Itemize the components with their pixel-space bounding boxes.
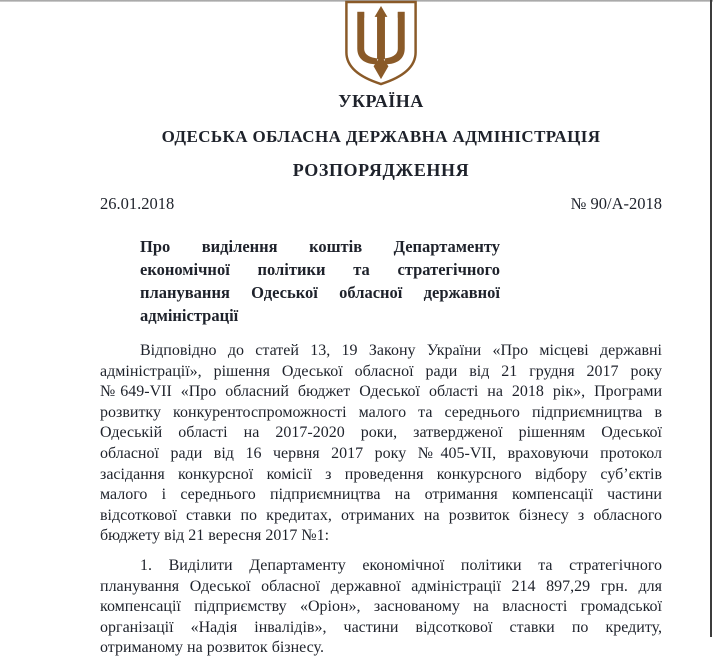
subject-line: адміністрації	[140, 306, 239, 325]
body-line: бюджету від 21 вересня 2017 №1:	[100, 527, 330, 545]
window-right-edge	[710, 0, 712, 637]
authority-name: ОДЕСЬКА ОБЛАСНА ДЕРЖАВНА АДМІНІСТРАЦІЯ	[161, 127, 601, 146]
body-line: адміністрації», рішення Одеської обласної ради від 21 грудня 2017 року	[100, 362, 662, 380]
body-line: розвитку конкурентоспроможності малого та середнього підприємництва в	[100, 403, 662, 421]
body-line: отриманому на розвиток бізнесу.	[100, 639, 324, 657]
subject-line: економічної політики та стратегічного	[140, 260, 500, 279]
body-line: малого і середнього підприємництва на отримання компенсації частини	[100, 486, 662, 504]
coat-of-arms	[100, 1, 662, 86]
date-number-row	[100, 194, 662, 214]
body-line: обласної ради від 16 червня 2017 року №405-VII, враховуючи протокол	[100, 444, 662, 462]
tryzub-icon	[344, 1, 418, 86]
body-paragraph-1	[100, 341, 662, 547]
subject-line: Про виділення коштів Департаменту	[140, 237, 500, 256]
body-line: №649-VII «Про обласний бюджет Одеської області на 2018 рік», Програми	[100, 383, 662, 401]
body-paragraph-2	[100, 556, 662, 659]
body-line: 1. Виділити Департаменту економічної політики та стратегічного	[140, 556, 662, 574]
subject-block	[140, 235, 500, 327]
document-number: № 90/А-2018	[570, 194, 662, 213]
body-line: компенсації підприємству «Оріон», заснованому на власності громадської	[100, 598, 662, 616]
document-date: 26.01.2018	[100, 194, 175, 213]
body-line: організації «Надія інвалідів», частини відсоткової ставки по кредиту,	[100, 618, 662, 636]
body-line: Відповідно до статей 13, 19 Закону України «Про місцеві державні	[140, 342, 662, 359]
body-line: засідання конкурсної комісії з проведення конкурсного відбору суб’єктів	[100, 465, 662, 483]
body-line: Одеській області на 2017-2020 роки, затвердженої рішенням Одеської	[100, 424, 662, 442]
body-line: планування Одеської обласної державної адміністрації 214 897,29 грн. для	[100, 577, 662, 595]
subject-line: планування Одеської обласної державної	[140, 283, 500, 302]
document-content	[100, 0, 662, 659]
body-line: відсоткової ставки по кредитах, отриманих на розвиток бізнесу з обласного	[100, 506, 662, 524]
document-type-title: РОЗПОРЯДЖЕННЯ	[292, 160, 470, 180]
country-name: УКРАЇНА	[338, 91, 424, 111]
